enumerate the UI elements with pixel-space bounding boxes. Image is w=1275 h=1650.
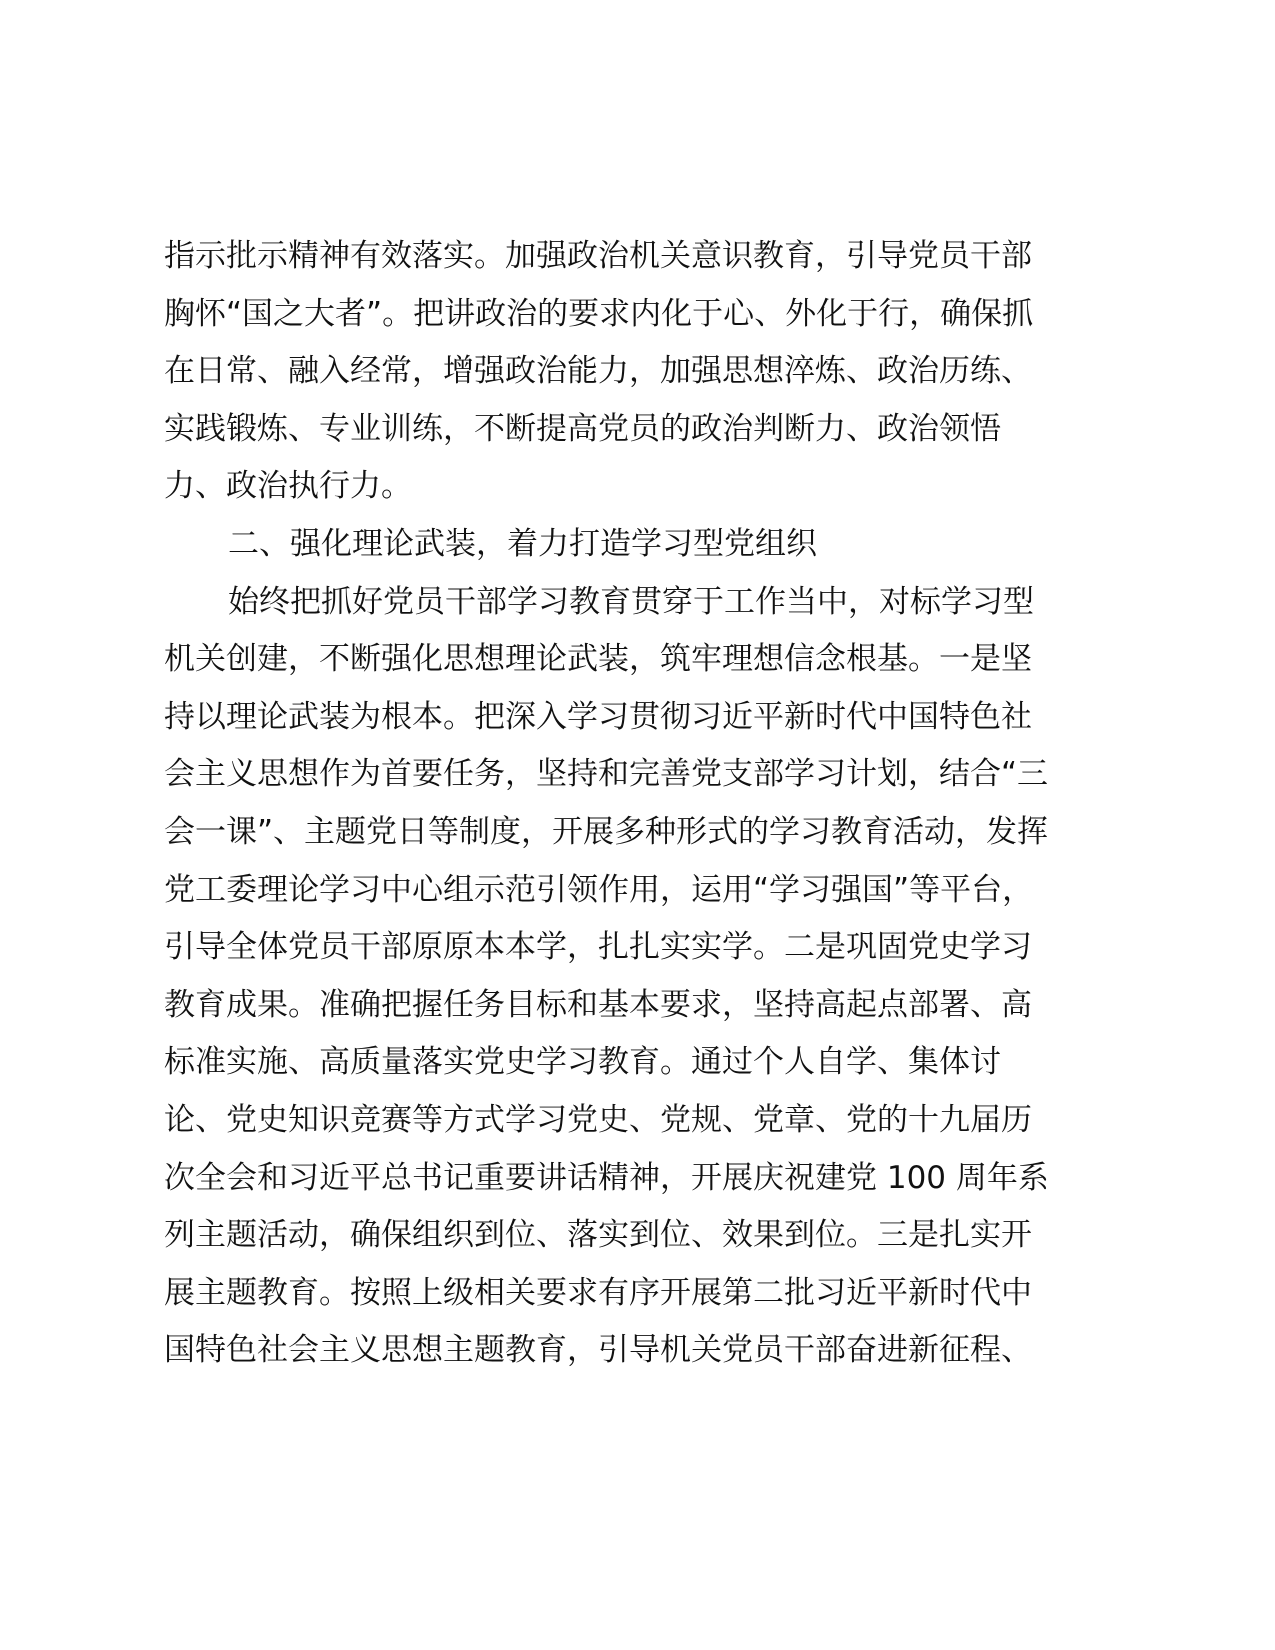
text-line: 党工委理论学习中心组示范引领作用，运用“学习强国”等平台， (164, 871, 1034, 908)
text-line: 教育成果。准确把握任务目标和基本要求，坚持高起点部署、高 (164, 986, 1032, 1023)
text-line: 标准实施、高质量落实党史学习教育。通过个人自学、集体讨 (164, 1044, 1001, 1081)
text-line: 胸怀“国之大者”。把讲政治的要求内化于心、外化于行，确保抓 (164, 295, 1034, 332)
text-line: 持以理论武装为根本。把深入学习贯彻习近平新时代中国特色社 (164, 698, 1032, 735)
text-line: 会主义思想作为首要任务，坚持和完善党支部学习计划，结合“三 (164, 756, 1049, 793)
text-line: 展主题教育。按照上级相关要求有序开展第二批习近平新时代中 (164, 1274, 1032, 1311)
section-heading: 二、强化理论武装，着力打造学习型党组织 (228, 525, 817, 562)
text-line: 次全会和习近平总书记重要讲话精神，开展庆祝建党 100 周年系 (164, 1159, 1049, 1196)
text-line: 会一课”、主题党日等制度，开展多种形式的学习教育活动，发挥 (164, 813, 1049, 850)
document-body (164, 228, 1124, 1380)
text-line: 列主题活动，确保组织到位、落实到位、效果到位。三是扎实开 (164, 1217, 1032, 1254)
paragraph-first-line: 始终把抓好党员干部学习教育贯穿于工作当中，对标学习型 (228, 583, 1034, 620)
text-line: 力、政治执行力。 (164, 468, 412, 505)
text-line: 机关创建，不断强化思想理论武装，筑牢理想信念根基。一是坚 (164, 641, 1032, 678)
text-line: 国特色社会主义思想主题教育，引导机关党员干部奋进新征程、 (164, 1332, 1032, 1369)
text-line: 引导全体党员干部原原本本学，扎扎实实学。二是巩固党史学习 (164, 929, 1032, 966)
text-line: 论、党史知识竞赛等方式学习党史、党规、党章、党的十九届历 (164, 1101, 1032, 1138)
text-line: 在日常、融入经常，增强政治能力，加强思想淬炼、政治历练、 (164, 353, 1032, 390)
text-line: 指示批示精神有效落实。加强政治机关意识教育，引导党员干部 (164, 238, 1032, 274)
text-line: 实践锻炼、专业训练，不断提高党员的政治判断力、政治领悟 (164, 410, 1001, 447)
